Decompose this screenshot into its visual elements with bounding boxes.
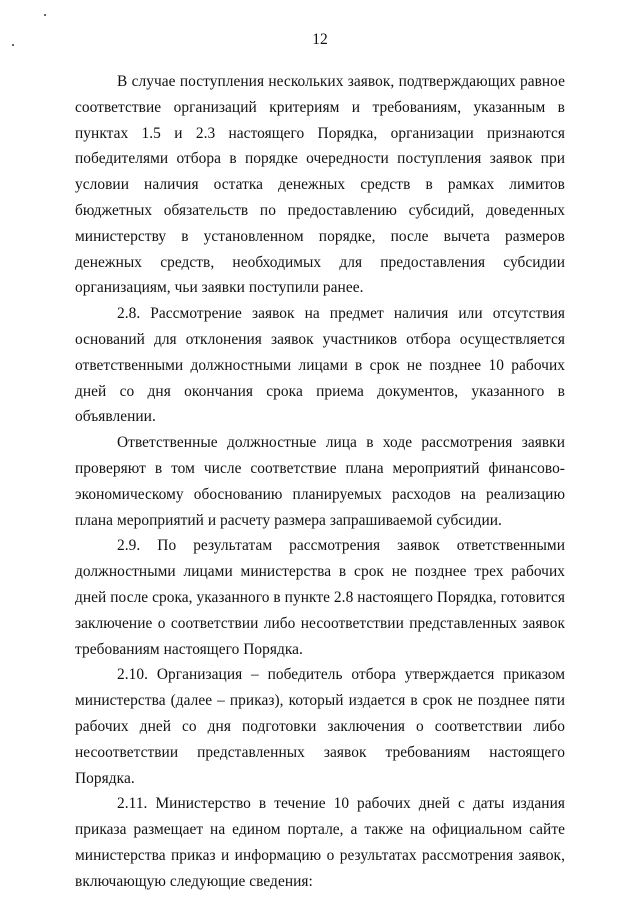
paragraph-responsible-officials: Ответственные должностные лица в ходе рассмотрения заявки проверяют в том числе соответствие плана мероприятий финансово-экономическому обоснованию планируемых расходов на реализацию плана мероприятий и расчету размера запрашиваемой субсидии.	[75, 434, 565, 529]
paragraph-2-10: 2.10. Организация – победитель отбора утверждается приказом министерства (далее – приказ), который издается в срок не позднее пяти рабочих дней со дня подготовки заключения о соответствии либо несоответствии представленных заявок требованиям настоящего Порядка.	[75, 666, 565, 787]
paragraph-2-11: 2.11. Министерство в течение 10 рабочих дней с даты издания приказа размещает на едином портале, а также на официальном сайте министерства приказ и информацию о результатах рассмотрения заявок, включающую следующие сведения:	[75, 795, 565, 890]
paragraph-2-9: 2.9. По результатам рассмотрения заявок ответственными должностными лицами министерства в срок не позднее трех рабочих дней после срока, указанного в пункте 2.8 настоящего Порядка, готовится заключение о соответствии либо несоответствии представленных заявок требованиям настоящего Порядка.	[75, 537, 565, 658]
scan-speck	[44, 14, 46, 16]
paragraph-equal-applications: В случае поступления нескольких заявок, подтверждающих равное соответствие организаций критериям и требованиям, указанным в пунктах 1.5 и 2.3 настоящего Порядка, организации признаются победителями отбора в порядке очередности поступления заявок при условии наличия остатка денежных средств в рамках лимитов бюджетных обязательств по предоставлению субсидий, доведенных министерству в установленном порядке, после вычета размеров денежных средств, необходимых для предоставления субсидии организациям, чьи заявки поступили ранее.	[75, 73, 565, 297]
paragraph-2-8: 2.8. Рассмотрение заявок на предмет наличия или отсутствия оснований для отклонения заявок участников отбора осуществляется ответственными должностными лицами в срок не позднее 10 рабочих дней со дня окончания срока приема документов, указанного в объявлении.	[75, 305, 565, 426]
document-body	[75, 69, 565, 895]
page-number: 12	[312, 31, 328, 48]
